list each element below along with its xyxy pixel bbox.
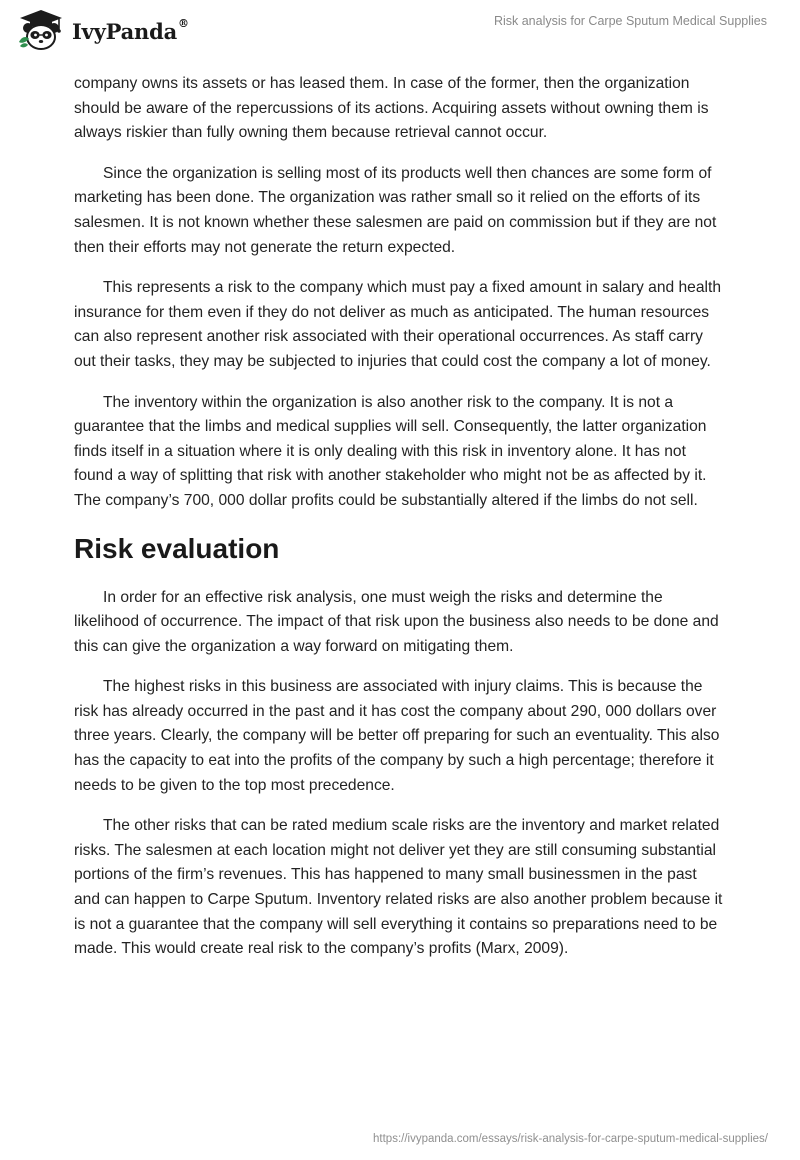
- brand-name-text: IvyPanda: [72, 18, 178, 44]
- ivypanda-logo[interactable]: [16, 8, 189, 52]
- paragraph-7: The other risks that can be rated medium scale risks are the inventory and market related risks. The salesmen at each location might not deliver yet they are still consuming substantial portions of the firm’s revenues. This has happened to many small businessmen in the past and can happen to Carpe Sputum. Inventory related risks are also another problem because it is not a guarantee that the company will sell everything it contains so preparations need to be made. This would create real risk to the company’s profits (Marx, 2009).: [74, 817, 723, 958]
- paragraph-3: This represents a risk to the company which must pay a fixed amount in salary and health insurance for them even if they do not deliver as much as anticipated. The human resources can also represent another risk associated with their operational occurrences. As staff carry out their tasks, they may be subjected to injuries that could cost the company a lot of money.: [74, 279, 721, 370]
- document-title: Risk analysis for Carpe Sputum Medical Supplies: [493, 14, 767, 28]
- source-url-link[interactable]: https://ivypanda.com/essays/risk-analysis-for-carpe-sputum-medical-supplies/: [373, 1133, 768, 1145]
- panda-graduate-icon: [16, 8, 66, 52]
- paragraph-1: company owns its assets or has leased them. In case of the former, then the organization should be aware of the repercussions of its actions. Acquiring assets without owning them is always riskier than fully owning them because retrieval cannot occur.: [74, 75, 709, 142]
- paragraph-5: In order for an effective risk analysis, one must weigh the risks and determine the likelihood of occurrence. The impact of that risk upon the business also needs to be done and this can give the organization a way forward on mitigating them.: [74, 588, 719, 655]
- registered-mark: ®: [178, 16, 189, 30]
- brand-name: [72, 16, 189, 44]
- paragraph-2: Since the organization is selling most of its products well then chances are some form of marketing has been done. The organization was rather small so it relied on the efforts of its salesmen. It is not known whether these salesmen are paid on commission but if they are not then their efforts may not generate the return expected.: [74, 164, 717, 256]
- essay-content: [74, 72, 726, 978]
- paragraph-4: The inventory within the organization is also another risk to the company. It is not a guarantee that the limbs and medical supplies will sell. Consequently, the latter organization finds itself in a situation where it is only dealing with this risk in inventory alone. It has not found a way of splitting that risk with another stakeholder who might not be as affected by it. The company’s 700, 000 dollar profits could be substantially altered if the limbs do not sell.: [74, 393, 707, 509]
- page-header: [0, 0, 800, 58]
- paragraph-6: The highest risks in this business are associated with injury claims. This is because the risk has already occurred in the past and it has cost the company about 290, 000 dollars over three years. Clearly, the company will be better off preparing for such an eventuality. This also has the capacity to eat into the profits of the company by such a high percentage; therefore it needs to be given to the top most precedence.: [74, 678, 720, 794]
- section-heading-risk-evaluation: Risk evaluation: [74, 532, 280, 564]
